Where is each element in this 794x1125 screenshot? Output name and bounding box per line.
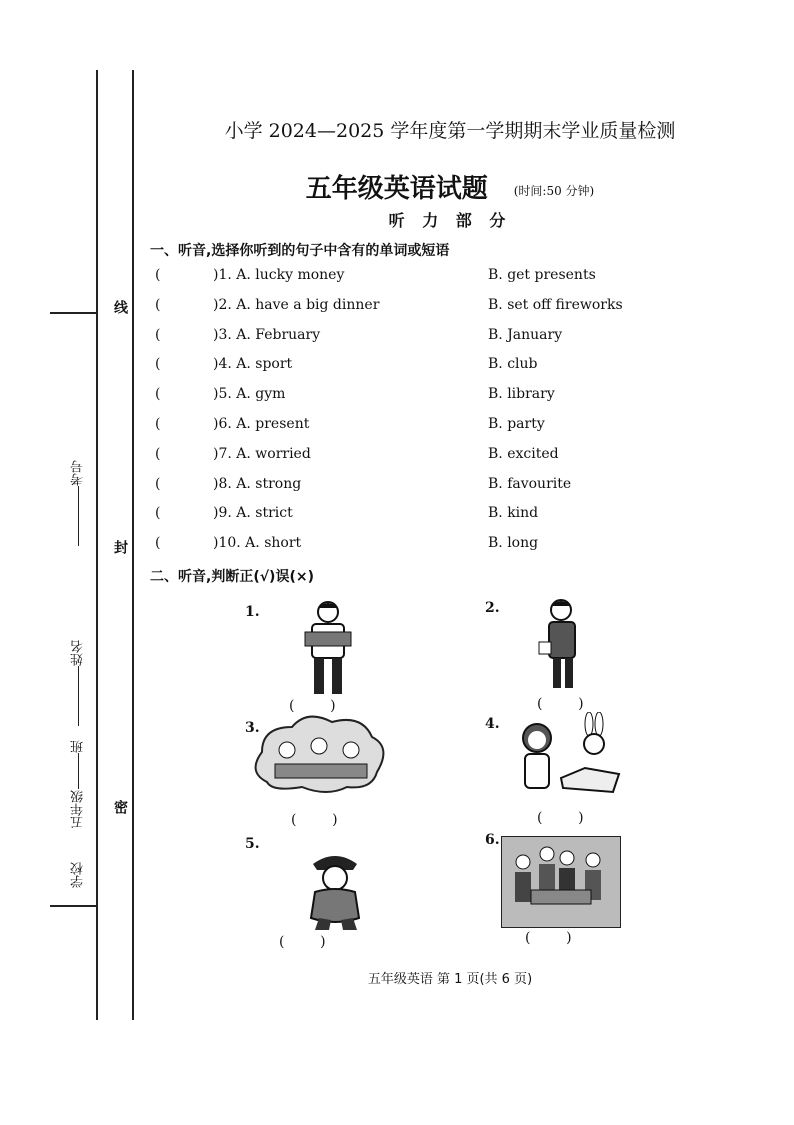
- picture-number: 5.: [245, 836, 260, 852]
- answer-paren[interactable]: (: [155, 535, 161, 552]
- binding-line-outer: [96, 70, 98, 1020]
- option-a: )7. A. worried: [213, 445, 311, 462]
- picture-number: 3.: [245, 720, 260, 736]
- answer-paren[interactable]: (: [155, 475, 161, 492]
- family-party-image: [501, 836, 621, 928]
- answer-blank[interactable]: ( ): [279, 934, 326, 950]
- exam-number-blank[interactable]: [79, 486, 80, 546]
- question-row: [155, 446, 635, 468]
- class-blank[interactable]: [79, 753, 80, 789]
- seal-char-xian: 线: [112, 300, 128, 314]
- answer-paren[interactable]: (: [155, 386, 161, 403]
- answer-paren[interactable]: (: [155, 267, 161, 283]
- page-footer: 五年级英语 第 1 页(共 6 页): [367, 972, 533, 987]
- option-b: B. club: [488, 356, 538, 373]
- question-row: [155, 386, 635, 408]
- man-reading-image: [300, 598, 420, 698]
- picture-number: 4.: [485, 716, 500, 732]
- girl-rabbit-reading-image: [515, 712, 625, 802]
- picture-number: 2.: [485, 600, 500, 616]
- question-row: [155, 327, 635, 349]
- answer-paren[interactable]: (: [155, 445, 161, 462]
- answer-paren[interactable]: (: [155, 296, 161, 313]
- exam-series-title: 小学 2024—2025 学年度第一学期期末学业质量检测: [224, 120, 676, 142]
- class-field[interactable]: 班: [72, 740, 85, 793]
- option-b: B. kind: [488, 505, 539, 522]
- option-a: )2. A. have a big dinner: [213, 296, 380, 313]
- answer-paren[interactable]: (: [155, 356, 161, 373]
- page-title: [150, 168, 750, 205]
- option-b: B. library: [488, 386, 555, 403]
- time-limit: (时间:50 分钟): [513, 183, 595, 198]
- binding-line-inner: [132, 70, 134, 1020]
- answer-blank[interactable]: ( ): [291, 812, 338, 828]
- option-b: B. get presents: [488, 267, 596, 283]
- man-on-phone-image: [535, 596, 635, 696]
- option-a: )8. A. strong: [213, 475, 302, 492]
- exam-title: 五年级英语试题: [305, 174, 488, 204]
- answer-paren[interactable]: (: [155, 326, 161, 343]
- question-row: [155, 356, 635, 378]
- picture-number: 1.: [245, 604, 260, 620]
- answer-paren[interactable]: (: [155, 416, 161, 432]
- option-a: )4. A. sport: [213, 356, 293, 373]
- answer-blank[interactable]: ( ): [537, 696, 584, 712]
- question-row: [155, 416, 635, 438]
- option-b: B. January: [488, 326, 563, 343]
- option-b: B. long: [488, 535, 539, 552]
- option-b: B. party: [488, 416, 545, 432]
- option-a: )1. A. lucky money: [213, 267, 345, 283]
- seal-char-mi: 密: [112, 800, 128, 814]
- option-b: B. set off fireworks: [488, 296, 623, 313]
- option-b: B. excited: [488, 445, 559, 462]
- binding-tick-bottom: [50, 905, 98, 907]
- question-row: [155, 267, 635, 289]
- option-a: )5. A. gym: [213, 386, 286, 403]
- question-row: [155, 476, 635, 498]
- question-row: [155, 535, 635, 557]
- answer-blank[interactable]: ( ): [289, 698, 336, 714]
- children-studying-image: [247, 712, 387, 802]
- section2-title: 二、听音,判断正(√)误(×): [150, 569, 314, 585]
- answer-paren[interactable]: (: [155, 505, 161, 522]
- school-label: 学校: [71, 862, 86, 888]
- option-a: )9. A. strict: [213, 505, 293, 522]
- seal-char-feng: 封: [112, 540, 128, 554]
- option-a: )6. A. present: [213, 416, 310, 432]
- name-blank[interactable]: [79, 666, 80, 726]
- picture-number: 6.: [485, 832, 500, 848]
- answer-blank[interactable]: ( ): [525, 930, 572, 946]
- exam-number-field[interactable]: 考号: [72, 460, 85, 550]
- part-title: 听 力 部 分: [388, 211, 512, 230]
- option-a: )10. A. short: [213, 535, 302, 552]
- option-b: B. favourite: [488, 475, 572, 492]
- option-a: )3. A. February: [213, 326, 321, 343]
- section1-title: 一、听音,选择你听到的句子中含有的单词或短语: [150, 243, 450, 259]
- question-row: [155, 505, 635, 527]
- answer-blank[interactable]: ( ): [537, 810, 584, 826]
- name-field[interactable]: 姓名: [72, 640, 85, 730]
- child-character-image: [301, 850, 371, 940]
- question-row: [155, 297, 635, 319]
- grade-label: 五年级: [71, 790, 86, 829]
- binding-tick-top: [50, 312, 98, 314]
